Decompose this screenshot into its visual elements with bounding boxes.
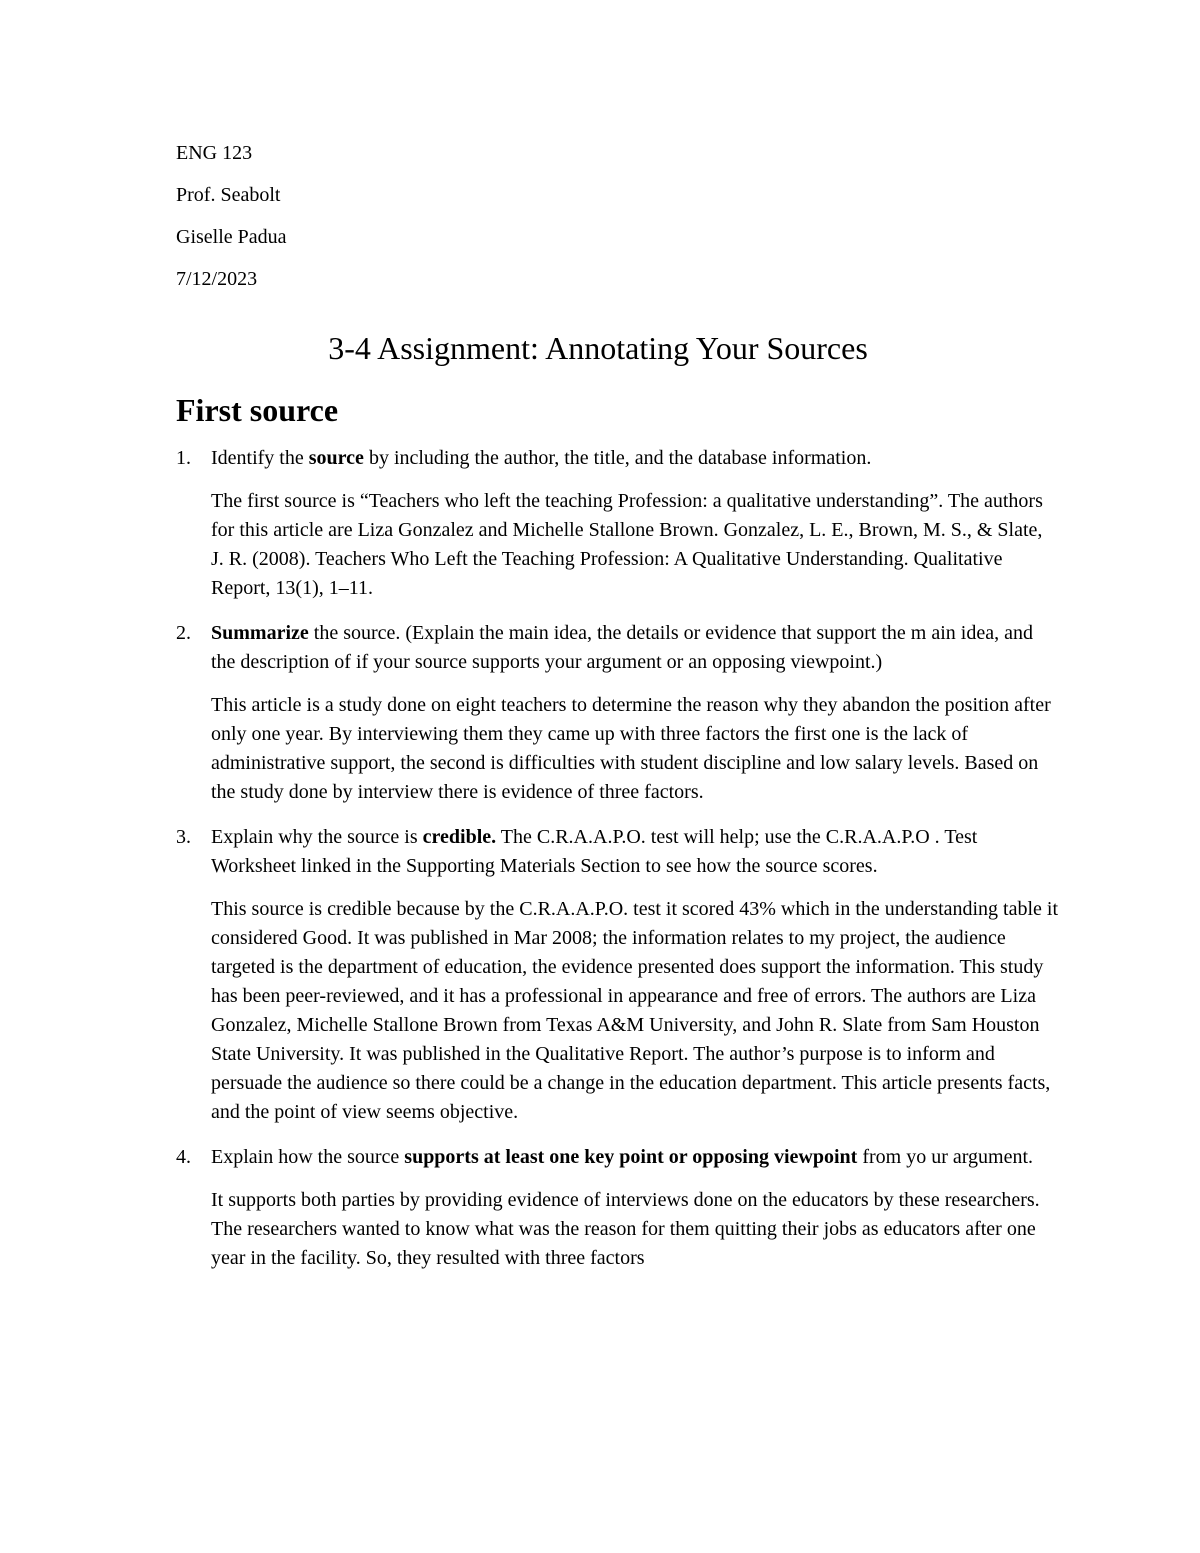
question-number: 1. <box>176 447 191 469</box>
question-prompt <box>211 444 1060 473</box>
question-number: 3. <box>176 826 191 848</box>
prompt-bold-keyword: Summarize <box>211 622 309 644</box>
question-list <box>176 444 1060 1273</box>
prompt-text-after: the source. (Explain the main idea, the details or evidence that support the m ain idea, and the description of if your source supports your argument or an opposing viewpoint.) <box>211 622 1033 673</box>
question-prompt <box>211 1143 1060 1172</box>
prompt-text-after: from yo ur argument. <box>857 1146 1034 1168</box>
question-item-1 <box>176 444 1060 603</box>
prompt-text-after: by including the author, the title, and the database information. <box>363 447 872 469</box>
course-line: ENG 123 <box>176 142 253 164</box>
professor-line: Prof. Seabolt <box>176 184 281 206</box>
answer-paragraph: The first source is “Teachers who left the teaching Profession: a qualitative understanding”. The authors for this article are Liza Gonzalez and Michelle Stallone Brown. Gonzalez, L. E., Brown, M. S., & Slate, J. R. (2008). Teachers Who Left the Teaching Profession: A Qualitative Understanding. Qualitative Report, 13(1), 1–11. <box>211 490 1043 599</box>
question-item-3 <box>176 823 1060 1127</box>
student-name-line: Giselle Padua <box>176 226 287 248</box>
question-prompt <box>211 619 1060 677</box>
question-prompt <box>211 823 1060 881</box>
prompt-text-before: Identify the <box>211 447 309 469</box>
question-item-2 <box>176 619 1060 807</box>
prompt-bold-keyword: supports at least one key point or opposing viewpoint <box>404 1146 858 1168</box>
answer-paragraph: It supports both parties by providing evidence of interviews done on the educators by these researchers. The researchers wanted to know what was the reason for them quitting their jobs as educators after one year in the facility. So, they resulted with three factors <box>211 1189 1040 1269</box>
question-number: 4. <box>176 1146 191 1168</box>
date-line: 7/12/2023 <box>176 268 258 290</box>
prompt-text-after: The C.R.A.A.P.O. test will help; use the C.R.A.A.P.O . Test Worksheet linked in the Supporting Materials Section to see how the source scores. <box>211 826 978 877</box>
prompt-bold-keyword: source <box>308 447 364 469</box>
prompt-text-before: Explain why the source is <box>211 826 423 848</box>
answer-paragraph: This source is credible because by the C.R.A.A.P.O. test it scored 43% which in the understanding table it considered Good. It was published in Mar 2008; the information relates to my project, the audience targeted is the department of education, the evidence presented does support the information. This study has been peer-reviewed, and it has a professional in appearance and free of errors. The authors are Liza Gonzalez, Michelle Stallone Brown from Texas A&M University, and John R. Slate from Sam Houston State University. It was published in the Qualitative Report. The author’s purpose is to inform and persuade the audience so there could be a change in the education department. This article presents facts, and the point of view seems objective. <box>211 898 1059 1123</box>
prompt-bold-keyword: credible. <box>422 826 497 848</box>
question-item-4 <box>176 1143 1060 1273</box>
answer-paragraph: This article is a study done on eight teachers to determine the reason why they abandon the position after only one year. By interviewing them they came up with three factors the first one is the lack of administrative support, the second is difficulties with student discipline and low salary levels. Based on the study done by interview there is evidence of three factors. <box>211 694 1051 803</box>
prompt-text-before: Explain how the source <box>211 1146 405 1168</box>
document-title: 3-4 Assignment: Annotating Your Sources <box>328 330 868 366</box>
question-number: 2. <box>176 622 191 644</box>
section-heading: First source <box>176 392 339 428</box>
